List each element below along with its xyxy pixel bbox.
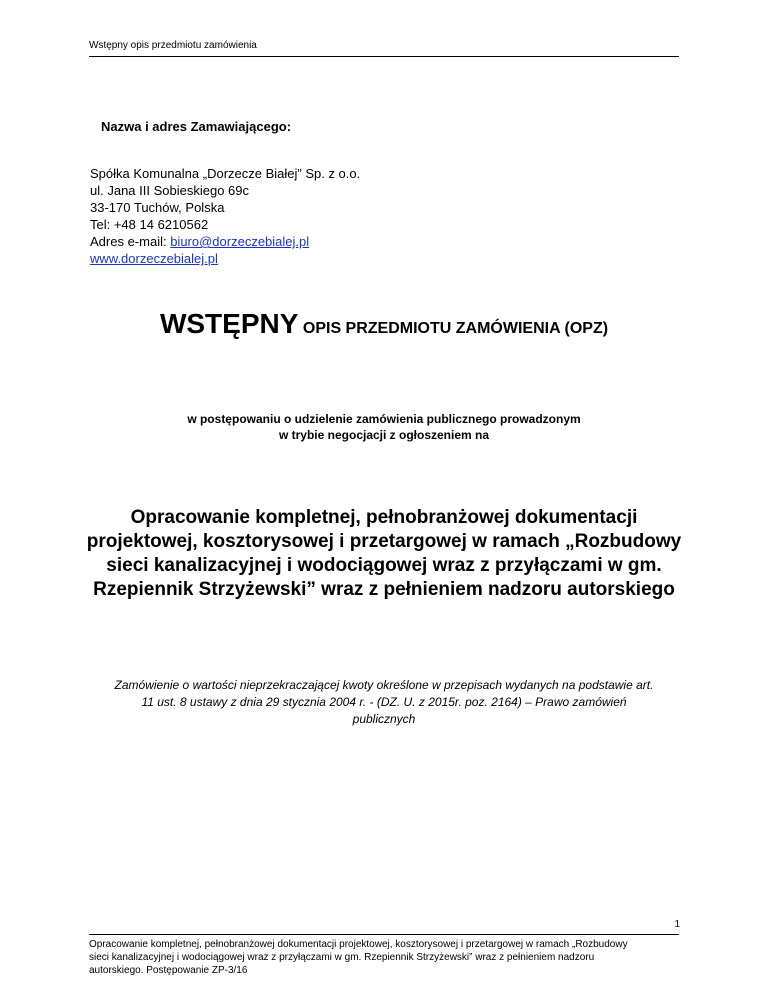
procedure-description (0, 411, 768, 443)
page-footer-line-3: autorskiego. Postępowanie ZP-3/16 (89, 965, 248, 976)
orderer-city: 33-170 Tuchów, Polska (90, 200, 225, 215)
document-title-rest: OPIS PRZEDMIOTU ZAMÓWIENIA (OPZ) (302, 320, 609, 337)
orderer-email-link[interactable]: biuro@dorzeczebialej.pl (170, 234, 310, 249)
orderer-heading: Nazwa i adres Zamawiającego: (101, 119, 292, 134)
page-header-text: Wstępny opis przedmiotu zamówienia (89, 40, 257, 51)
page-footer-line-2: sieci kanalizacyjnej i wodociągowej wraz z przyłączami w gm. Rzepiennik Strzyżewski” wraz z pełnieniem nadzoru (89, 952, 595, 963)
order-subject (0, 506, 768, 602)
orderer-website-line (90, 250, 360, 267)
orderer-street: ul. Jana III Sobieskiego 69c (90, 183, 249, 198)
page-number: 1 (674, 919, 680, 930)
orderer-address (90, 165, 360, 267)
orderer-email-label: Adres e-mail: (90, 234, 171, 249)
orderer-company: Spółka Komunalna „Dorzecze Białej” Sp. z o.o. (90, 166, 361, 181)
value-note-line-2: 11 ust. 8 ustawy z dnia 29 stycznia 2004 r. - (DZ. U. z 2015r. poz. 2164) – Prawo zamówień (141, 695, 627, 709)
value-note-line-1: Zamówienie o wartości nieprzekraczającej kwoty określone w przepisach wydanych na podstawie art. (114, 678, 654, 692)
page-footer (89, 934, 679, 977)
page-header (89, 40, 679, 57)
order-subject-line-4: Rzepiennik Strzyżewski” wraz z pełnieniem nadzoru autorskiego (93, 579, 675, 600)
procedure-line-1: w postępowaniu o udzielenie zamówienia publicznego prowadzonym (187, 412, 581, 426)
order-subject-line-3: sieci kanalizacyjnej i wodociągowej wraz z przyłączami w gm. (106, 555, 662, 576)
value-note (0, 677, 768, 728)
page-footer-line-1: Opracowanie kompletnej, pełnobranżowej dokumentacji projektowej, kosztorysowej i przetargowej w ramach „Rozbudowy (89, 939, 628, 950)
value-note-line-3: publicznych (352, 712, 416, 726)
procedure-line-2: w trybie negocjacji z ogłoszeniem na (278, 428, 490, 442)
order-subject-line-2: projektowej, kosztorysowej i przetargowej w ramach „Rozbudowy (86, 531, 682, 552)
orderer-email-line (90, 233, 360, 250)
orderer-website-link[interactable]: www.dorzeczebialej.pl (90, 251, 218, 266)
document-title (0, 308, 768, 340)
order-subject-line-1: Opracowanie kompletnej, pełnobranżowej dokumentacji (130, 507, 638, 528)
document-title-big: WSTĘPNY (159, 308, 299, 339)
orderer-phone: Tel: +48 14 6210562 (90, 217, 209, 232)
